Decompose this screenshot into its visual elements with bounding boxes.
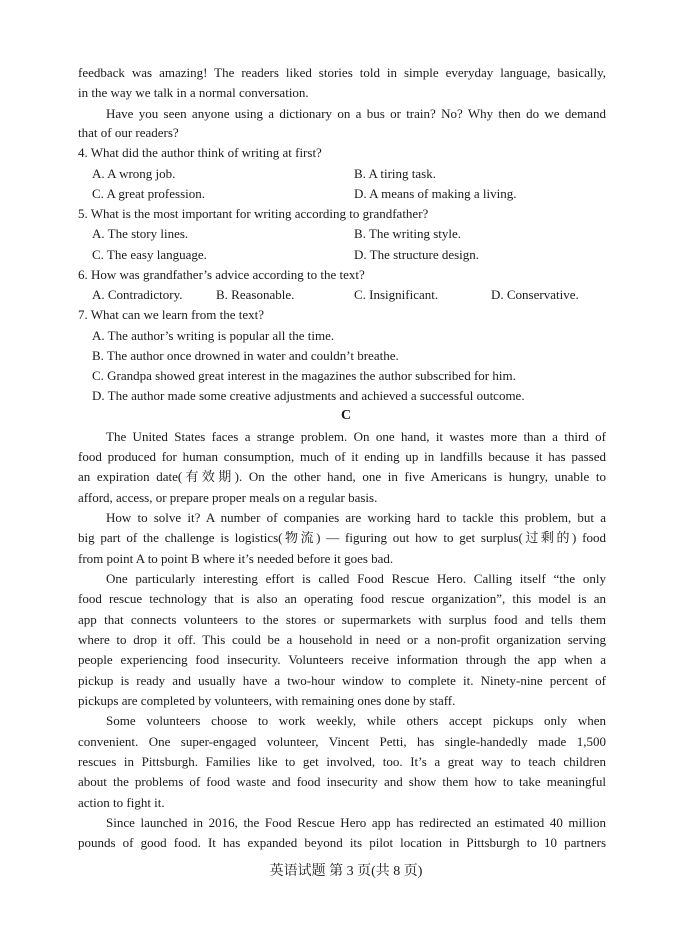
passage-c-line: rescues in Pittsburgh. Families like to get involved, too. It’s a great way to teach children [78,754,606,769]
option-7a: A. The author’s writing is popular all the time. [92,328,335,343]
question-stem-5: 5. What is the most important for writing according to grandfather? [78,206,429,221]
page-footer: 英语试题 第 3 页(共 8 页) [269,864,423,879]
option-5b: B. The writing style. [354,226,462,241]
passage-b-line: in the way we talk in a normal conversation. [78,85,309,100]
question-6-options-row [92,285,606,305]
option-4d: D. A means of making a living. [354,186,517,201]
passage-c-line: people experiencing food insecurity. Volunteers receive information through the app when a [78,652,606,667]
question-stem-6: 6. How was grandfather’s advice according to the text? [78,267,365,282]
question-4-options-row1 [92,164,606,184]
passage-b-line: feedback was amazing! The readers liked stories told in simple everyday language, basically, [78,65,606,80]
option-6b: B. Reasonable. [216,287,295,302]
passage-c-line: action to fight it. [78,795,165,810]
question-5-options-row2 [92,245,606,265]
passage-c-line: app that connects volunteers to the stores or supermarkets with surplus food and tells them [78,612,606,627]
passage-c-line: afford, access, or prepare proper meals on a regular basis. [78,490,378,505]
passage-c-line: How to solve it? A number of companies are working hard to tackle this problem, but a [106,510,606,525]
option-5a: A. The story lines. [92,226,189,241]
passage-c-line: big part of the challenge is logistics(物流) — figuring out how to get surplus(过剩的) food [78,530,606,545]
option-6d: D. Conservative. [491,287,579,302]
option-7d: D. The author made some creative adjustments and achieved a successful outcome. [92,388,525,403]
passage-c-line: about the problems of food waste and food insecurity and show them how to take meaningful [78,774,606,789]
passage-c-line: convenient. One super-engaged volunteer, Vincent Petti, has single-handedly made 1,500 [78,734,606,749]
option-7c: C. Grandpa showed great interest in the magazines the author subscribed for him. [92,368,516,383]
passage-c-line: pickups are completed by volunteers, with remaining ones done by staff. [78,693,456,708]
option-4a: A. A wrong job. [92,166,176,181]
option-5d: D. The structure design. [354,247,480,262]
passage-c-line: from point A to point B where it’s needed before it goes bad. [78,551,394,566]
option-7b: B. The author once drowned in water and couldn’t breathe. [92,348,399,363]
passage-c-line: an expiration date(有效期). On the other hand, one in five Americans is hungry, unable to [78,469,606,484]
passage-c-line: pounds of good food. It has expanded beyond its pilot location in Pittsburgh to 10 partners [78,835,606,850]
passage-c-line: pickup is ready and usually have a two-hour window to complete it. Ninety-nine percent of [78,673,606,688]
passage-c-line: The United States faces a strange problem. On one hand, it wastes more than a third of [106,429,606,444]
passage-c-line: Some volunteers choose to work weekly, while others accept pickups only when [106,713,606,728]
passage-c-line: where to drop it off. This could be a household in need or a non-profit organization serving [78,632,606,647]
passage-b-line: Have you seen anyone using a dictionary on a bus or train? No? Why then do we demand [106,106,606,121]
passage-c-line: food rescue technology that is also an operating food rescue organization”, this model is an [78,591,606,606]
passage-c-line: One particularly interesting effort is called Food Rescue Hero. Calling itself “the only [106,571,606,586]
passage-c-line: food produced for human consumption, much of it ending up in landfills because it has passed [78,449,606,464]
question-4-options-row2 [92,184,606,204]
option-5c: C. The easy language. [92,247,207,262]
question-stem-4: 4. What did the author think of writing at first? [78,145,322,160]
option-4b: B. A tiring task. [354,166,436,181]
option-4c: C. A great profession. [92,186,206,201]
option-6c: C. Insignificant. [354,287,439,302]
passage-c-line: Since launched in 2016, the Food Rescue Hero app has redirected an estimated 40 million [106,815,606,830]
passage-b-line: that of our readers? [78,125,179,140]
option-6a: A. Contradictory. [92,287,183,302]
question-stem-7: 7. What can we learn from the text? [78,307,265,322]
question-5-options-row1 [92,224,606,244]
section-c-heading: C [340,408,352,423]
